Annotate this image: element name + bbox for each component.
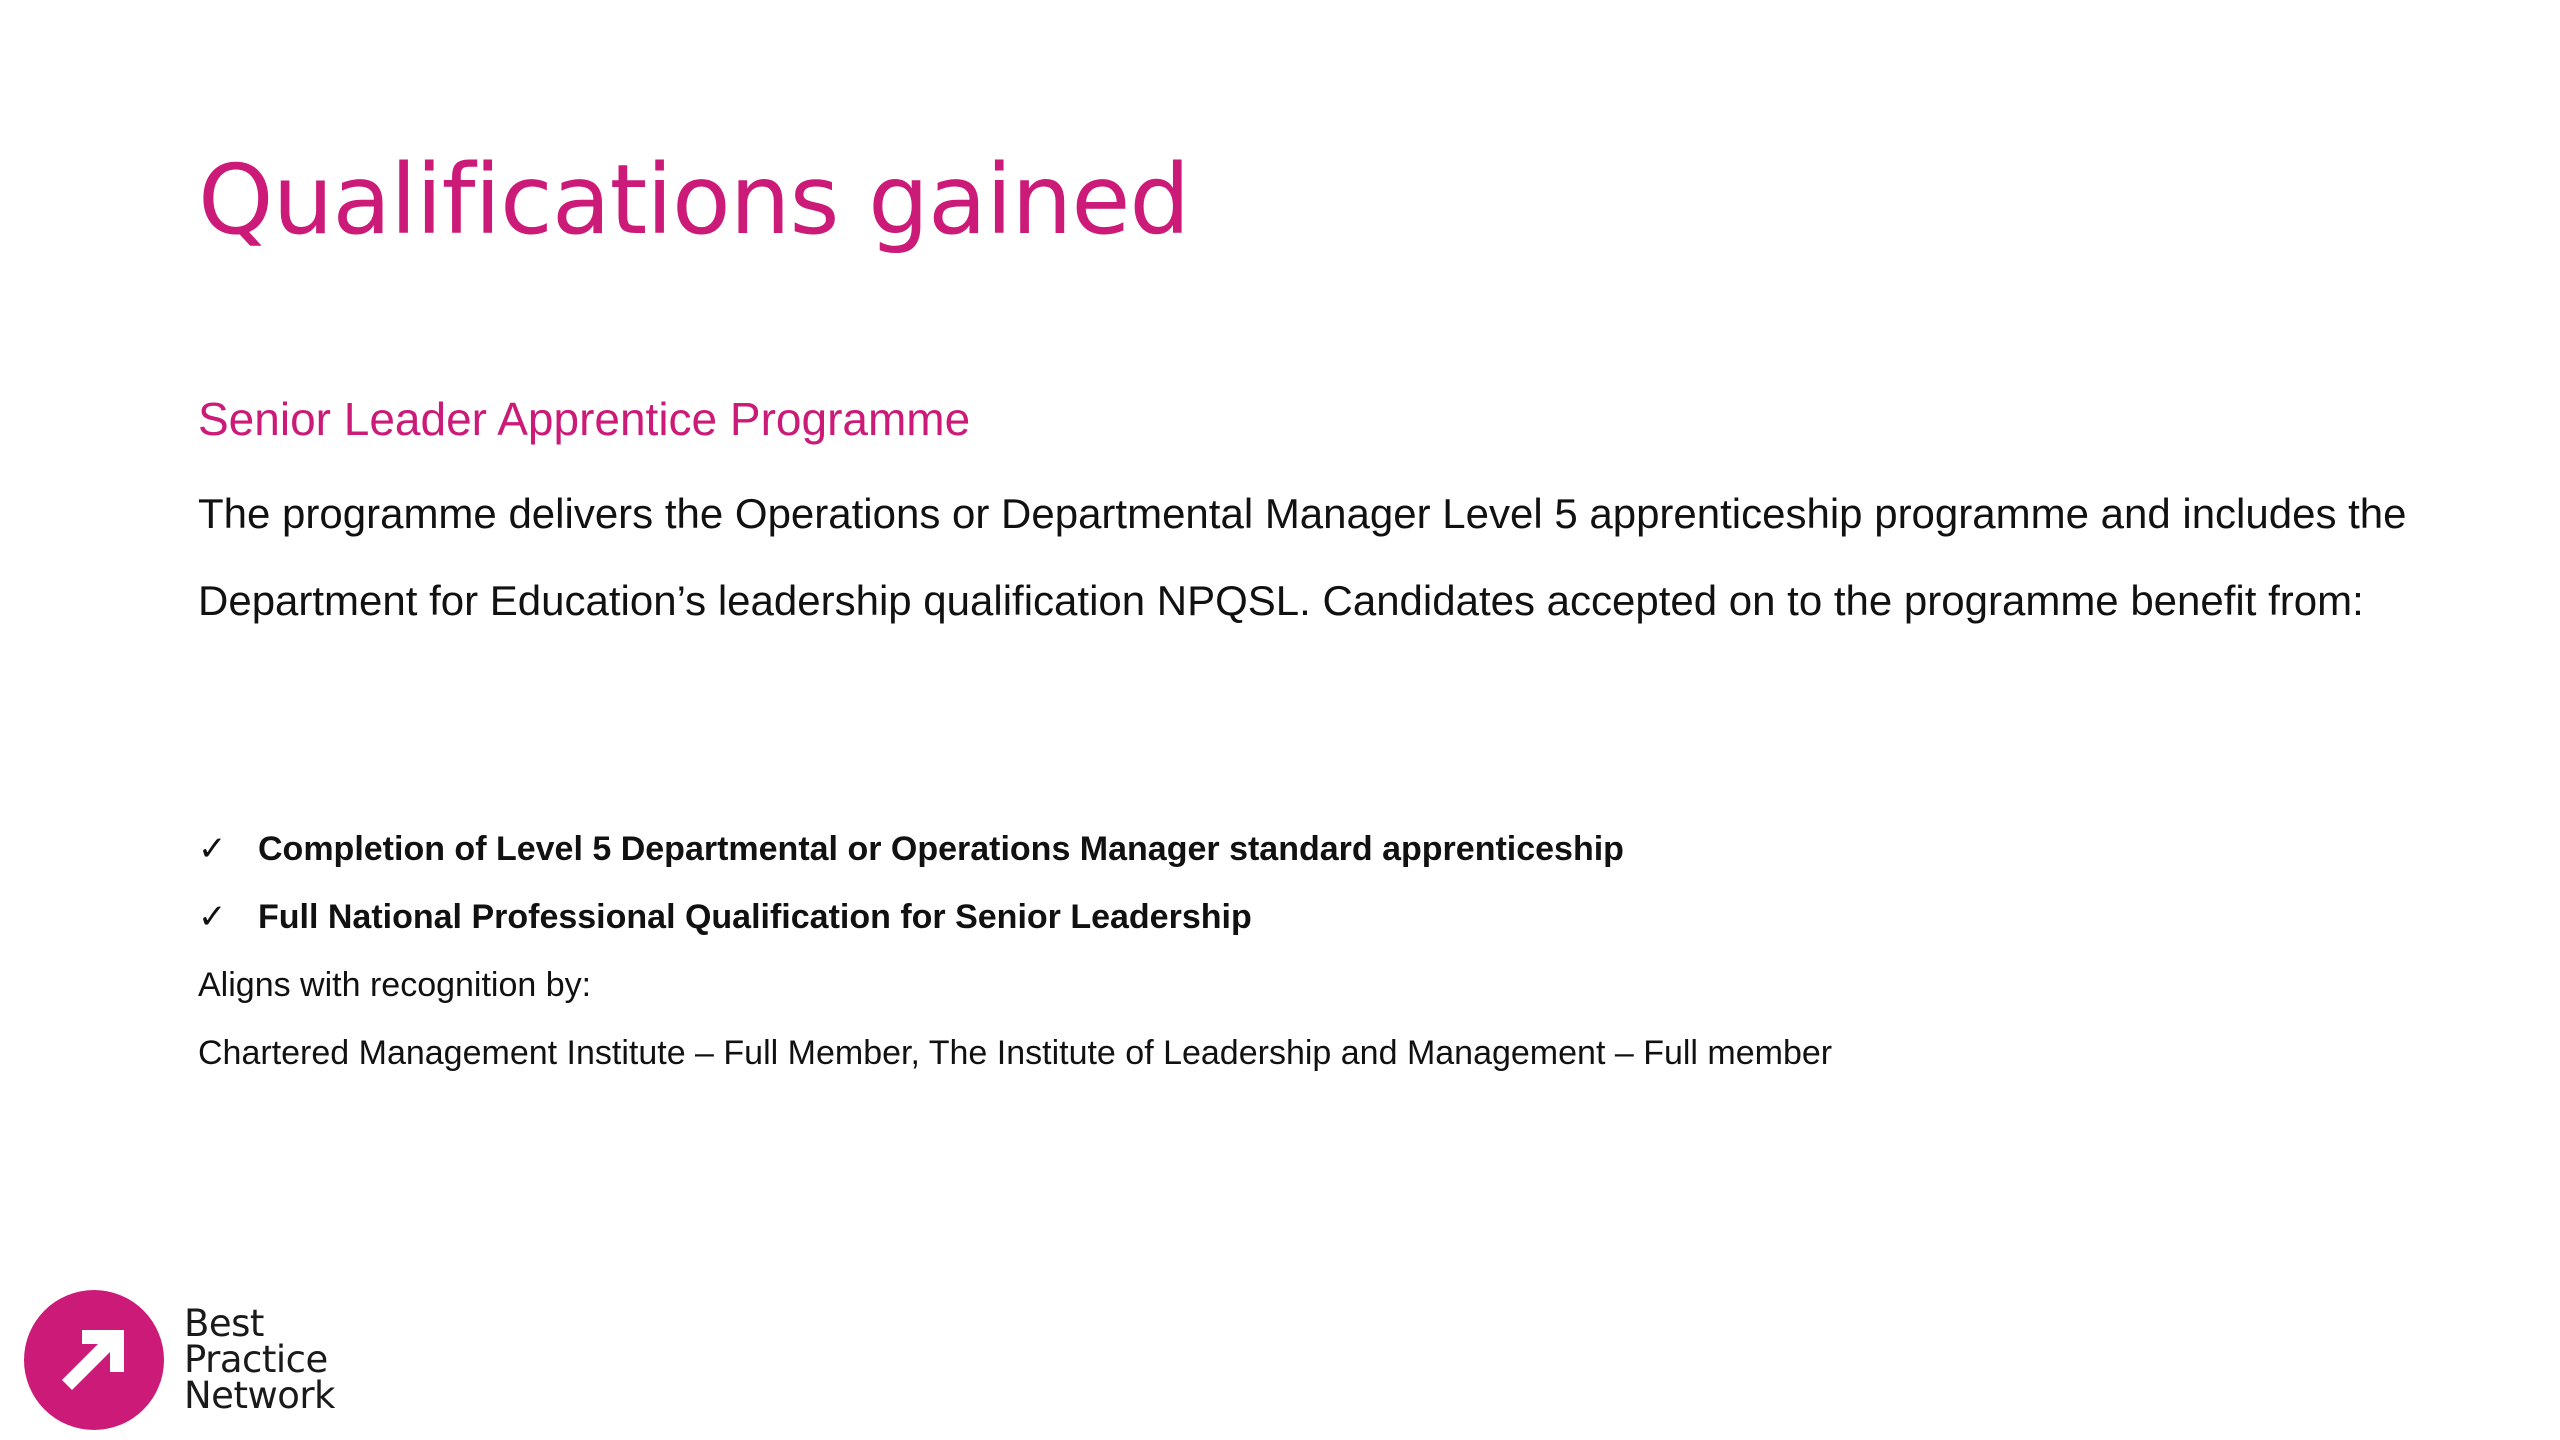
recognition-text: Chartered Management Institute – Full Member, The Institute of Leadership and Management – Full member	[198, 1034, 1833, 1072]
slide-title: Qualifications gained	[198, 144, 1190, 256]
intro-paragraph: The programme delivers the Operations or Departmental Manager Level 5 apprenticeship programme and includes the Department for Education’s leadership qualification NPQSL. Candidates accepted on to the programme benefit from:	[198, 490, 2407, 624]
logo-line-practice: Practice	[184, 1338, 328, 1381]
benefit-text: Completion of Level 5 Departmental or Operations Manager standard apprenticeship	[258, 829, 1624, 868]
logo-line-best: Best	[184, 1302, 264, 1345]
benefits-list	[198, 815, 1624, 951]
benefit-item	[198, 883, 1624, 951]
benefit-text: Full National Professional Qualification for Senior Leadership	[258, 897, 1252, 936]
logo-wordmark	[184, 1302, 335, 1417]
logo-line-network: Network	[184, 1374, 335, 1417]
benefit-item	[198, 815, 1624, 883]
arrow-up-right-icon	[24, 1290, 164, 1430]
slide-subtitle: Senior Leader Apprentice Programme	[198, 393, 971, 445]
best-practice-network-logo	[24, 1290, 335, 1430]
aligns-label: Aligns with recognition by:	[198, 966, 592, 1004]
check-icon: ✓	[198, 897, 227, 937]
check-icon: ✓	[198, 829, 227, 869]
